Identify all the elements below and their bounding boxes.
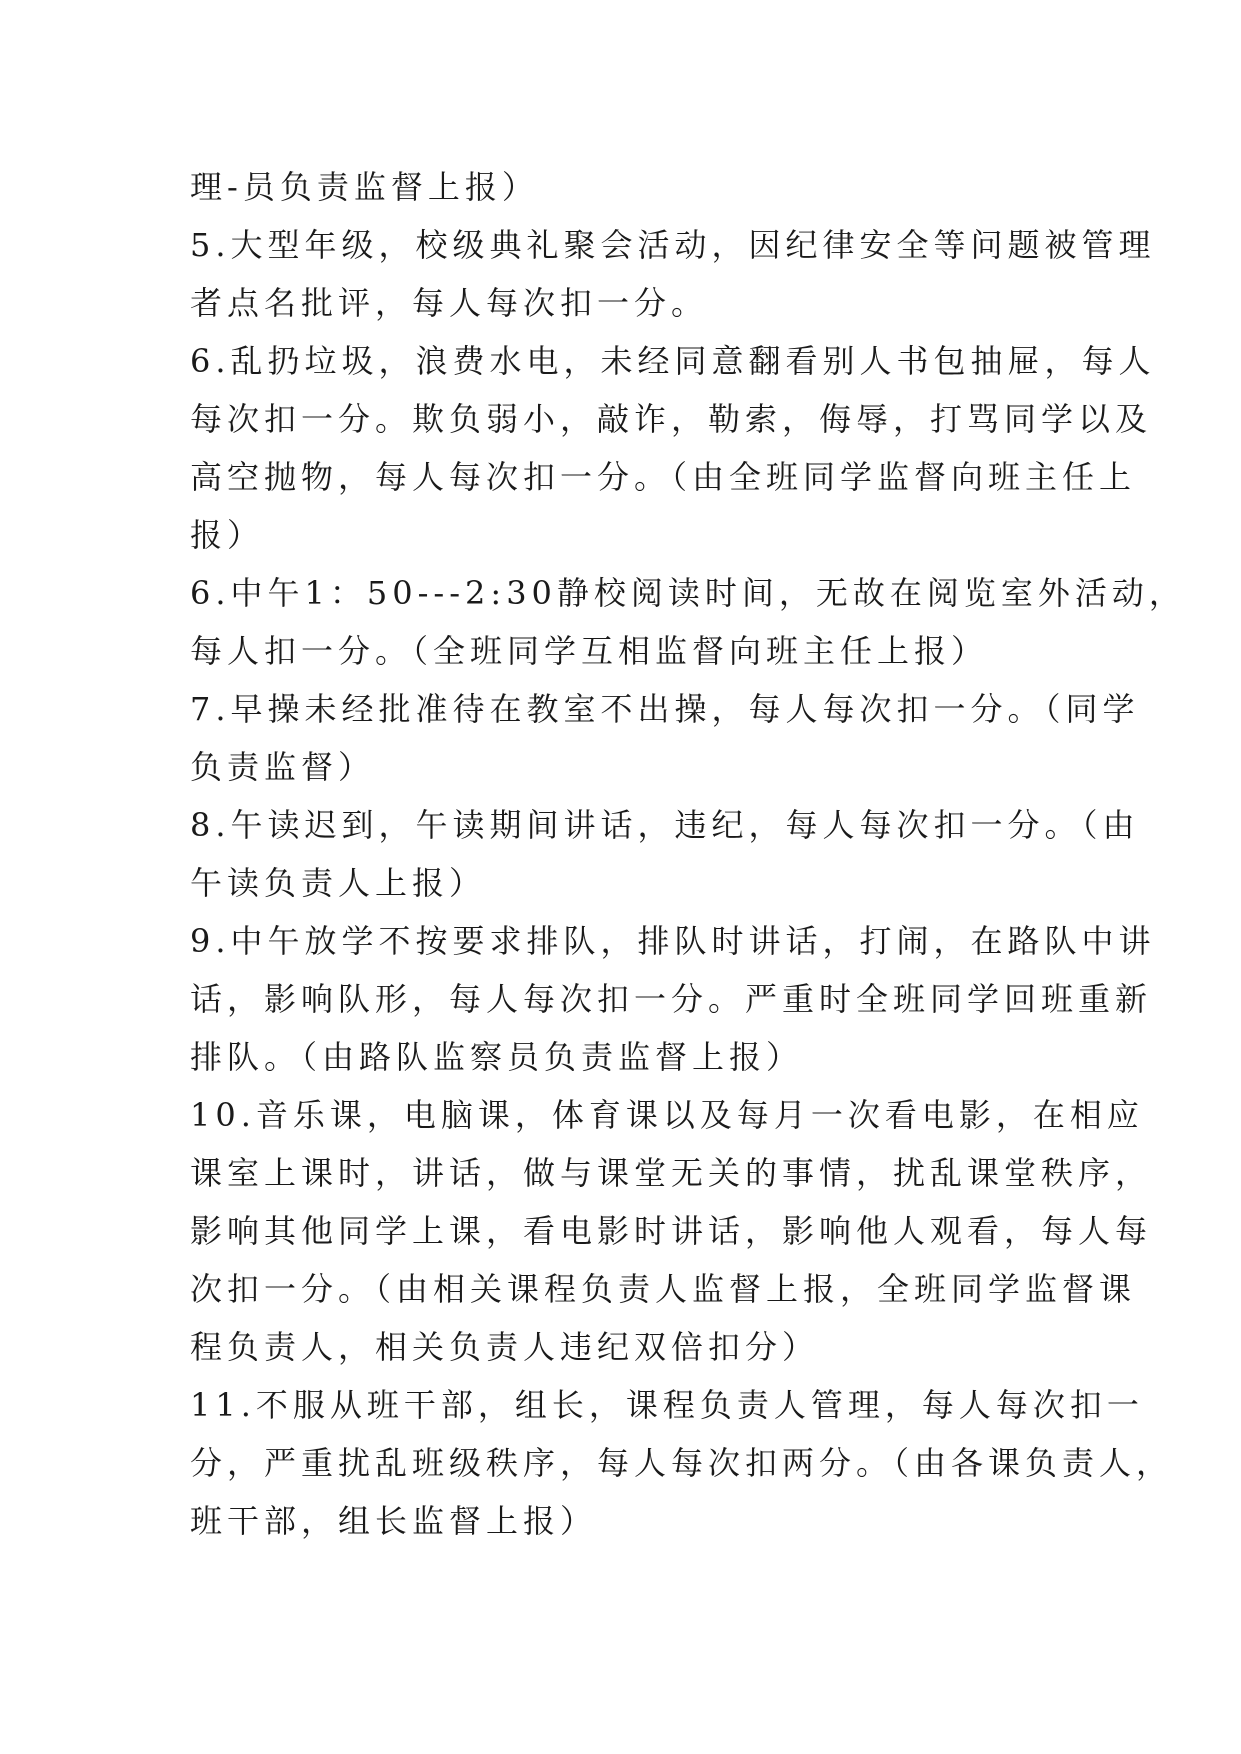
text-line: 者点名批评，每人每次扣一分。 bbox=[190, 284, 709, 322]
text-line: 6.中午1：50---2:30静校阅读时间，无故在阅览室外活动， bbox=[190, 574, 1186, 612]
text-line: 5.大型年级，校级典礼聚会活动，因纪律安全等问题被管理 bbox=[190, 226, 1156, 264]
text-line: 话，影响队形，每人每次扣一分。严重时全班同学回班重新 bbox=[190, 980, 1153, 1018]
text-line: 11.不服从班干部，组长，课程负责人管理，每人每次扣一 bbox=[190, 1386, 1144, 1424]
text-line: 午读负责人上报） bbox=[190, 864, 487, 902]
text-line: 每人扣一分。（全班同学互相监督向班主任上报） bbox=[190, 632, 989, 670]
text-line: 高空抛物，每人每次扣一分。（由全班同学监督向班主任上 bbox=[190, 458, 1137, 496]
text-line: 排队。（由路队监察员负责监督上报） bbox=[190, 1038, 804, 1076]
text-line: 7.早操未经批准待在教室不出操，每人每次扣一分。（同学 bbox=[190, 690, 1140, 728]
text-line: 9.中午放学不按要求排队，排队时讲话，打闹，在路队中讲 bbox=[190, 922, 1156, 960]
text-line: 10.音乐课，电脑课，体育课以及每月一次看电影，在相应 bbox=[190, 1096, 1144, 1134]
text-line: 影响其他同学上课，看电影时讲话，影响他人观看，每人每 bbox=[190, 1212, 1153, 1250]
text-line: 分，严重扰乱班级秩序，每人每次扣两分。（由各课负责人， bbox=[190, 1444, 1174, 1482]
text-line: 8.午读迟到，午读期间讲话，违纪，每人每次扣一分。（由 bbox=[190, 806, 1140, 844]
text-line: 次扣一分。（由相关课程负责人监督上报，全班同学监督课 bbox=[190, 1270, 1137, 1308]
text-line: 报） bbox=[190, 516, 265, 554]
text-line: 每次扣一分。欺负弱小，敲诈，勒索，侮辱，打骂同学以及 bbox=[190, 400, 1153, 438]
text-line: 程负责人，相关负责人违纪双倍扣分） bbox=[190, 1328, 820, 1366]
document-body bbox=[190, 158, 1186, 1550]
text-line: 班干部，组长监督上报） bbox=[190, 1502, 598, 1540]
text-line: 课室上课时，讲话，做与课堂无关的事情，扰乱课堂秩序， bbox=[190, 1154, 1153, 1192]
text-line: 负责监督） bbox=[190, 748, 376, 786]
text-line: 理-员负责监督上报） bbox=[190, 168, 539, 206]
text-line: 6.乱扔垃圾，浪费水电，未经同意翻看别人书包抽屉，每人 bbox=[190, 342, 1156, 380]
